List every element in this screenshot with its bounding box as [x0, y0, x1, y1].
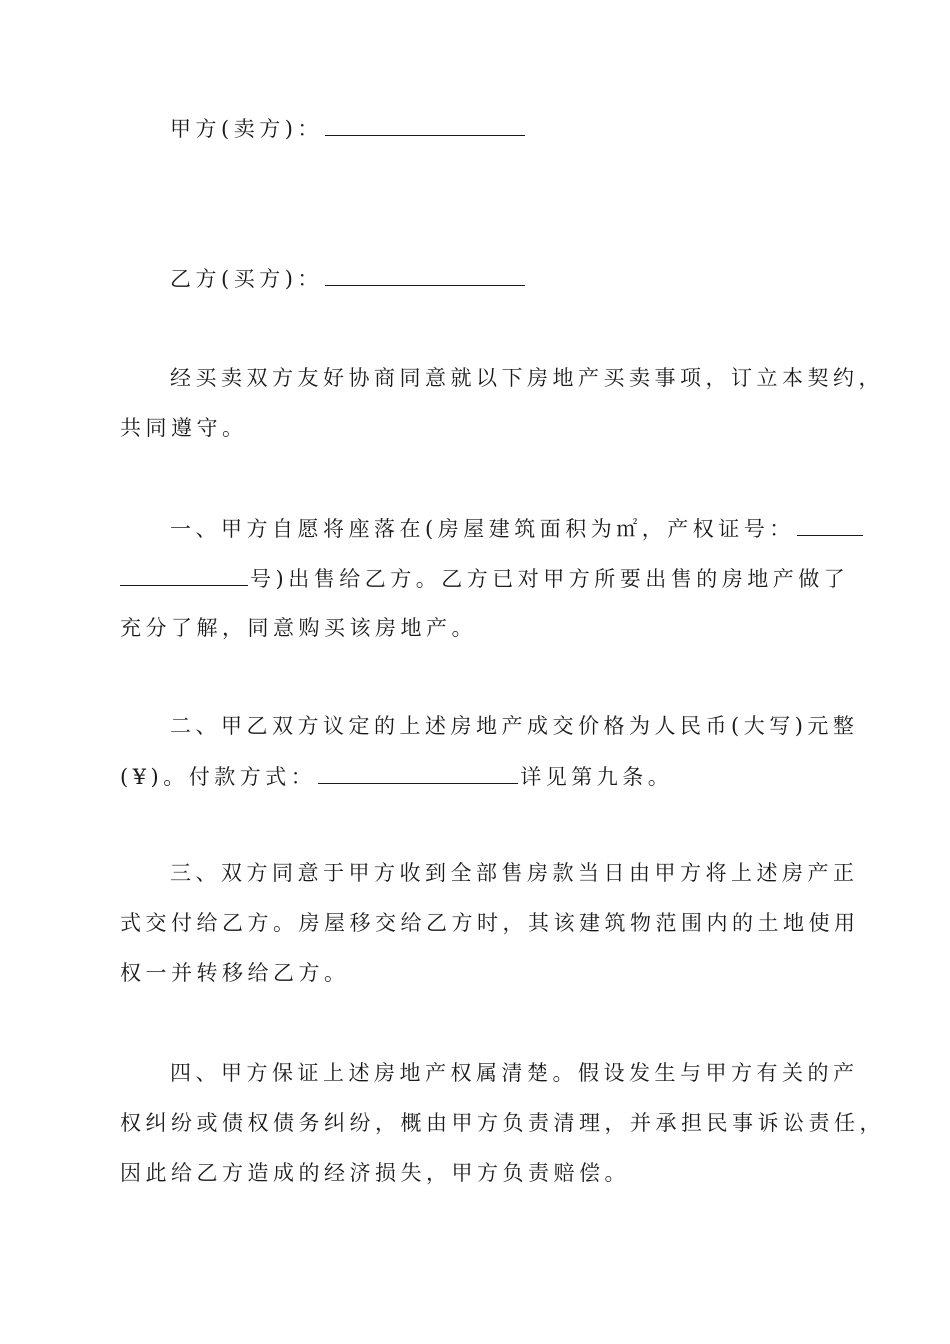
party-b-line	[170, 263, 840, 294]
party-a-label: 甲方(卖方)：	[170, 117, 323, 141]
party-a-blank[interactable]	[325, 113, 525, 136]
clause-3-line-2: 式交付给乙方。房屋移交给乙方时，其该建筑物范围内的土地使用	[120, 911, 860, 935]
clause-1-text-1: 一、甲方自愿将座落在(房屋建筑面积为㎡，产权证号：	[170, 517, 795, 541]
clause-1-line-2	[120, 563, 850, 594]
clause-4-line-2: 权纠纷或债权债务纠纷，概由甲方负责清理，并承担民事诉讼责任，	[120, 1111, 885, 1135]
clause-1-line-1	[170, 513, 840, 544]
clause-4-line-1: 四、甲方保证上述房地产权属清楚。假设发生与甲方有关的产	[170, 1061, 859, 1085]
intro-line-2: 共同遵守。	[120, 416, 248, 440]
clause-2-text-prefix: (¥)。付款方式：	[120, 765, 317, 789]
payment-method-blank[interactable]	[318, 761, 518, 784]
party-a-line	[170, 113, 840, 144]
certificate-number-blank-cont[interactable]	[120, 563, 248, 586]
clause-2-line-1: 二、甲乙双方议定的上述房地产成交价格为人民币(大写)元整	[170, 714, 859, 738]
certificate-number-blank[interactable]	[797, 513, 863, 536]
clause-3-line-3: 权一并转移给乙方。	[120, 961, 350, 985]
party-b-blank[interactable]	[325, 263, 525, 286]
intro-line-1: 经买卖双方友好协商同意就以下房地产买卖事项，订立本契约，	[170, 366, 884, 390]
clause-2-line-2	[120, 761, 840, 792]
clause-1-text-2: 号)出售给乙方。乙方已对甲方所要出售的房地产做了	[250, 567, 850, 591]
clause-3-line-1: 三、双方同意于甲方收到全部售房款当日由甲方将上述房产正	[170, 861, 859, 885]
party-b-label: 乙方(买方)：	[170, 267, 323, 291]
clause-4-line-3: 因此给乙方造成的经济损失，甲方负责赔偿。	[120, 1161, 630, 1185]
clause-1-line-3: 充分了解，同意购买该房地产。	[120, 616, 477, 640]
clause-2-text-suffix: 详见第九条。	[520, 765, 674, 789]
